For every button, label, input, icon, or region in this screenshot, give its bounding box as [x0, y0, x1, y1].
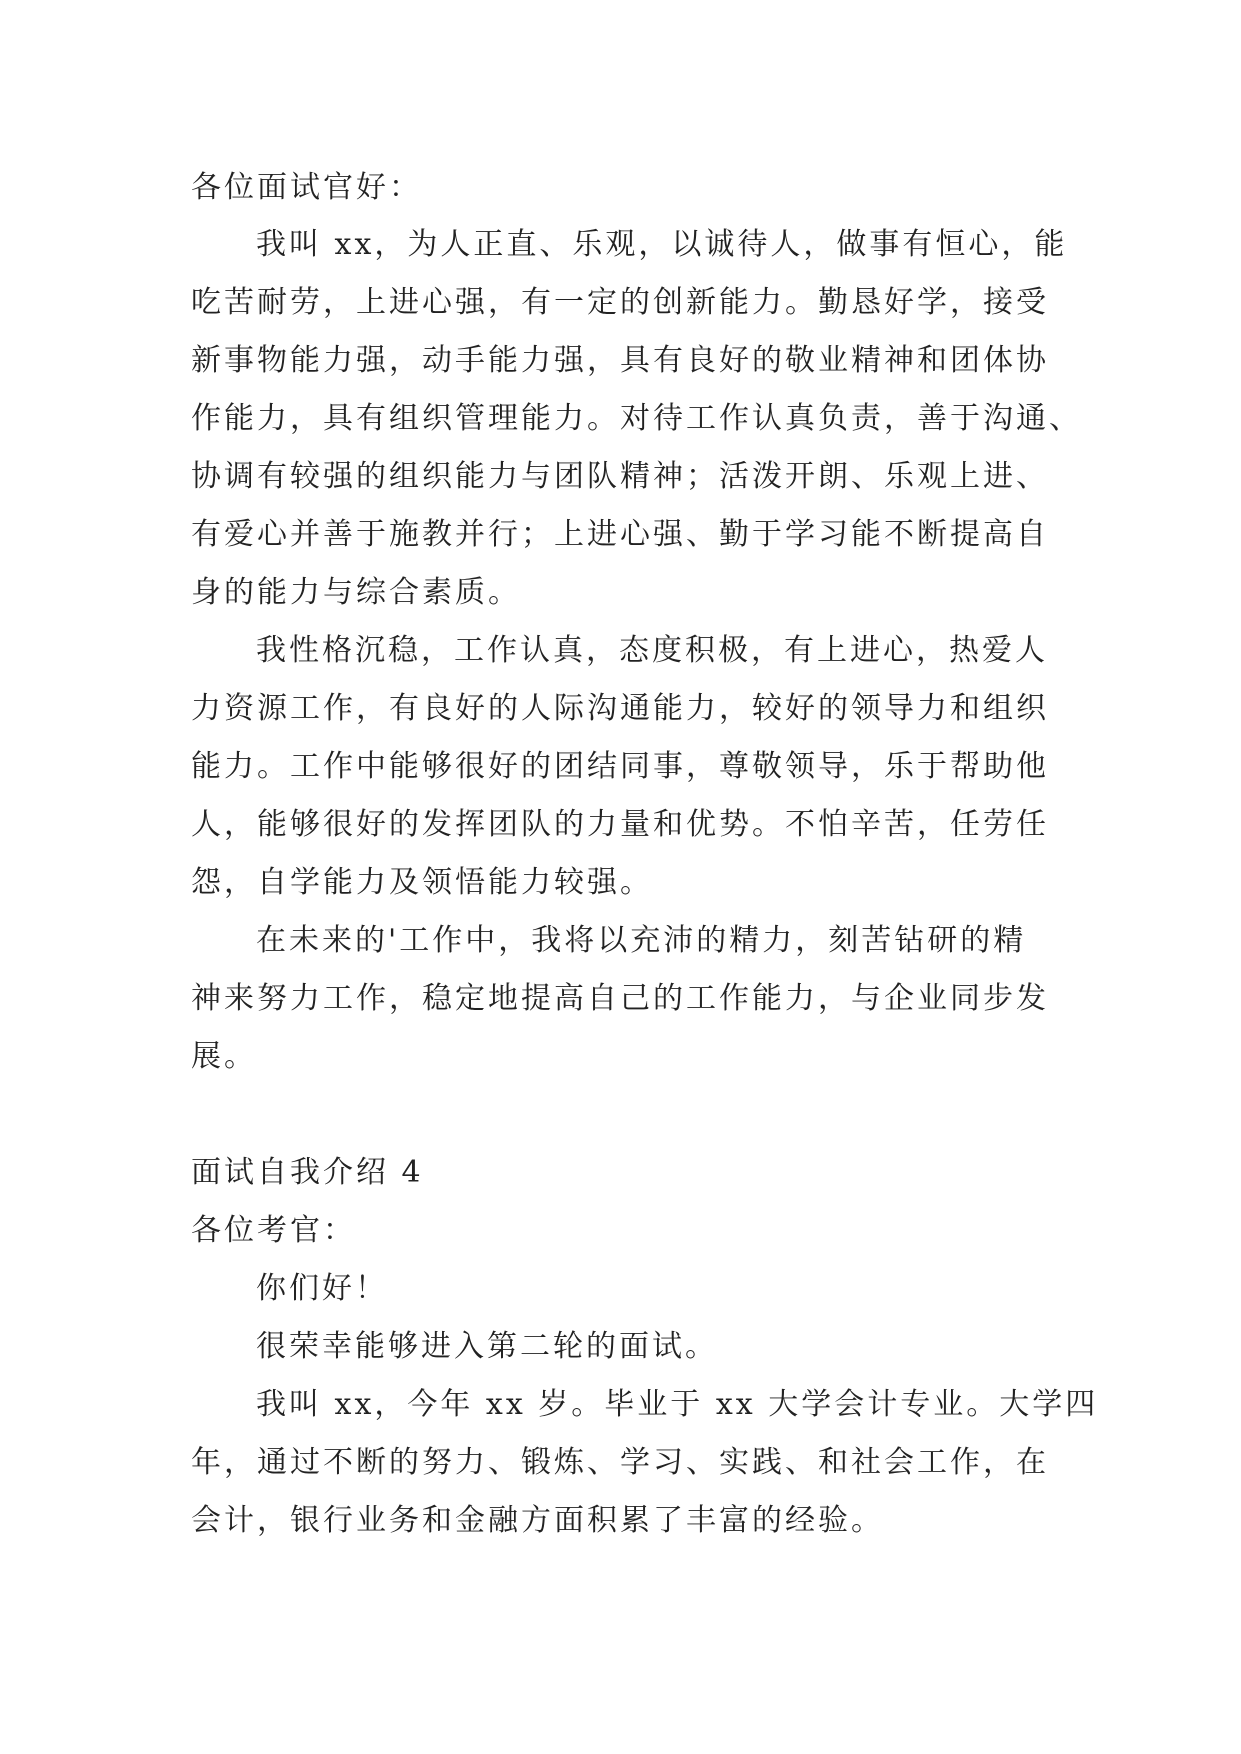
paragraph-1-line-7: 身的能力与综合素质。	[191, 575, 521, 610]
paragraph-3-line-3: 展。	[191, 1039, 257, 1074]
paragraph-2-line-2: 力资源工作，有良好的人际沟通能力，较好的领导力和组织	[191, 691, 1049, 726]
paragraph-1-line-3: 新事物能力强，动手能力强，具有良好的敬业精神和团体协	[191, 343, 1049, 378]
paragraph-3-line-2: 神来努力工作，稳定地提高自己的工作能力，与企业同步发	[191, 981, 1049, 1016]
section-title: 面试自我介绍 4	[191, 1155, 424, 1190]
paragraph-4-line-3: 会计，银行业务和金融方面积累了丰富的经验。	[191, 1503, 884, 1538]
greeting-line: 各位面试官好：	[191, 170, 422, 205]
paragraph-2-line-4: 人，能够很好的发挥团队的力量和优势。不怕辛苦，任劳任	[191, 807, 1049, 842]
paragraph-1-line-5: 协调有较强的组织能力与团队精神；活泼开朗、乐观上进、	[191, 459, 1049, 494]
greeting-line-2: 各位考官：	[191, 1213, 356, 1248]
hello-line: 你们好！	[256, 1271, 388, 1306]
paragraph-1-line-4: 作能力，具有组织管理能力。对待工作认真负责，善于沟通、	[191, 401, 1082, 436]
paragraph-1-line-2: 吃苦耐劳，上进心强，有一定的创新能力。勤恳好学，接受	[191, 285, 1049, 320]
paragraph-1-line-6: 有爱心并善于施教并行；上进心强、勤于学习能不断提高自	[191, 517, 1049, 552]
paragraph-4-line-2: 年，通过不断的努力、锻炼、学习、实践、和社会工作，在	[191, 1445, 1049, 1480]
paragraph-2-line-1: 我性格沉稳，工作认真，态度积极，有上进心，热爱人	[256, 633, 1048, 668]
paragraph-4-line-1: 我叫 xx，今年 xx 岁。毕业于 xx 大学会计专业。大学四	[256, 1387, 1099, 1422]
paragraph-2-line-3: 能力。工作中能够很好的团结同事，尊敬领导，乐于帮助他	[191, 749, 1049, 784]
paragraph-3-line-1: 在未来的'工作中，我将以充沛的精力，刻苦钻研的精	[256, 923, 1027, 958]
paragraph-1-line-1: 我叫 xx，为人正直、乐观，以诚待人，做事有恒心，能	[256, 227, 1068, 262]
paragraph-2-line-5: 怨，自学能力及领悟能力较强。	[191, 865, 653, 900]
honored-line: 很荣幸能够进入第二轮的面试。	[256, 1329, 718, 1364]
